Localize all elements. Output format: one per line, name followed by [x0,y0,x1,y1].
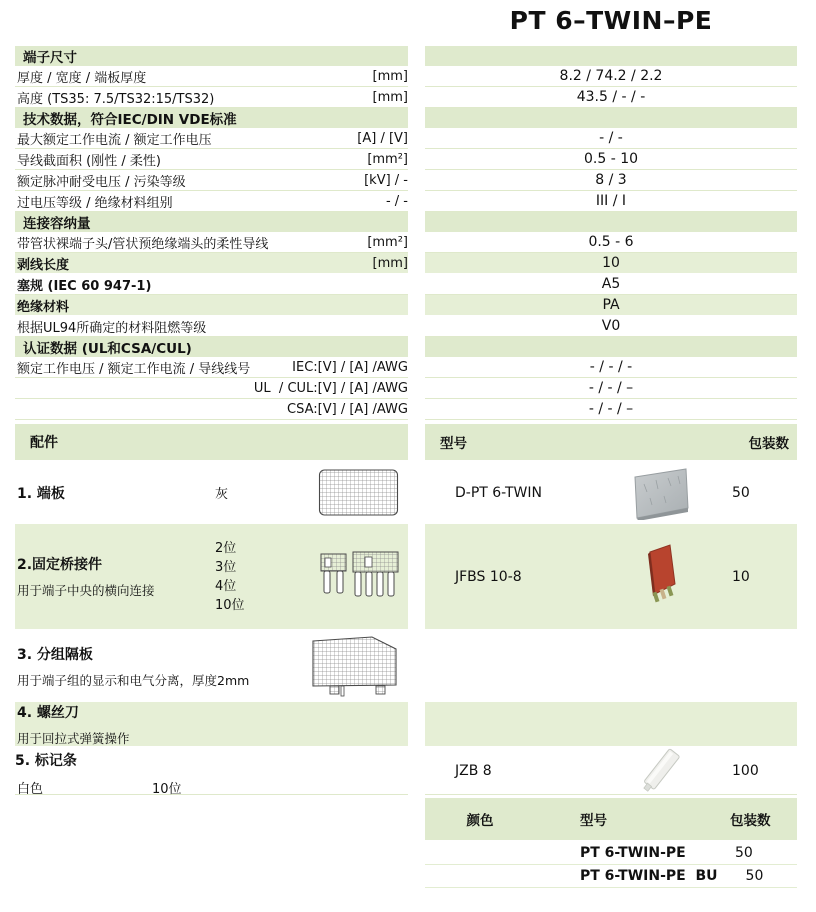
variants-left-empty [15,798,408,888]
spec-value: - / - / - [589,359,633,375]
spec-label: 额定脉冲耐受电压 / 污染等级 [17,174,186,190]
spec-value: 8 / 3 [595,172,627,188]
spec-value-cell [425,253,797,274]
spec-label-cell [15,191,408,212]
pack-column-header: 包装数 [748,436,789,452]
spec-label: 绝缘材料 [17,299,70,315]
spec-value: III / I [595,193,627,209]
accessory-row-fixed-bridge [15,524,797,629]
spec-value-cell [425,316,797,337]
spec-value: 8.2 / 74.2 / 2.2 [559,68,663,84]
spec-value: - / - / – [588,401,634,417]
spec-value-cell [425,66,797,87]
accessory-4-empty-cell [425,702,797,746]
spec-data-row [15,87,797,108]
spec-data-row [15,149,797,170]
marking-strip-photo-icon [633,746,689,796]
spec-data-row [15,316,797,337]
spec-value: V0 [601,318,621,334]
spec-table [0,46,816,420]
spec-value-cell [425,274,797,295]
spec-section-title: 端子尺寸 [15,46,408,66]
spec-label: 根据UL94所确定的材料阻燃等级 [17,320,207,336]
spec-section-value-bar [425,46,797,66]
accessory-3-empty-cell [425,633,797,699]
accessory-5-model: JZB 8 [455,763,492,779]
spec-label-cell [15,274,408,295]
bridge-size-10: 10位 [215,597,245,613]
spec-label-cell [15,357,408,378]
spec-label-cell [15,66,408,87]
spec-value: 0.5 - 6 [588,234,634,250]
variant-row [425,865,797,888]
spec-data-row [15,66,797,87]
spec-data-row [15,274,797,295]
spec-section-title: 技术数据，符合IEC/DIN VDE标准 [15,108,408,128]
spec-label: 剥线长度 [17,257,70,273]
accessory-2-title: 2.固定桥接件 [17,557,103,573]
accessory-3-description: 用于端子组的显示和电气分离，厚度2mm [17,672,250,688]
spec-label: 高度 (TS35: 7.5/TS32:15/TS32) [17,91,215,107]
color-column-header: 颜色 [466,813,494,829]
spec-unit: [kV] / - [364,172,408,188]
spec-data-row [15,295,797,316]
spec-unit: [mm²] [367,151,408,167]
spec-label-cell [15,399,408,420]
accessory-4-description: 用于回拉式弹簧操作 [17,730,130,746]
spec-unit: CSA:[V] / [A] /AWG [287,401,408,417]
page-title: PT 6–TWIN–PE [509,6,713,35]
accessory-1-pack: 50 [732,484,750,501]
spec-value-cell [425,87,797,108]
spec-value-cell [425,232,797,253]
bridge-drawing-icon [320,546,400,608]
accessory-row-screwdriver [15,702,797,746]
spec-value: PA [602,297,620,313]
accessory-5-positions: 10位 [152,782,182,797]
spec-data-row [15,128,797,149]
spec-value: - / - / – [588,380,634,396]
spec-section-row [15,212,797,232]
spec-label: 塞规 (IEC 60 947-1) [17,278,152,294]
accessories-columns-header [425,424,797,460]
spec-label-cell [15,87,408,108]
spec-label: 厚度 / 宽度 / 端板厚度 [17,70,147,86]
spec-label-cell [15,149,408,170]
accessory-4-title: 4. 螺丝刀 [17,704,79,721]
spec-unit: [mm] [372,68,408,84]
spec-value: 10 [602,255,620,271]
variant-model-column-header: 型号 [580,813,607,829]
accessory-2-description: 用于端子中央的横向连接 [17,583,155,598]
spec-value: 43.5 / - / - [576,89,646,105]
accessory-5-pack: 100 [732,763,759,779]
spec-data-row [15,399,797,420]
spec-label: 导线截面积 (刚性 / 柔性) [17,153,161,169]
variant-pack: 50 [735,845,753,861]
spec-value-cell [425,357,797,378]
accessory-5-color: 白色 [17,782,44,797]
bridge-photo-icon [640,544,682,610]
variant-pack-column-header: 包装数 [730,813,771,829]
spec-value-cell [425,399,797,420]
spec-data-row [15,253,797,274]
spec-unit: [A] / [V] [357,130,408,146]
model-column-header: 型号 [440,436,467,452]
accessory-3-title: 3. 分组隔板 [17,646,93,663]
bridge-size-2: 2位 [215,540,237,556]
variants-table [425,798,797,888]
variant-pack: 50 [745,868,764,884]
accessory-2-pack: 10 [732,568,750,585]
spec-value-cell [425,128,797,149]
spec-value-cell [425,295,797,316]
spec-section-title: 连接容纳量 [15,212,408,232]
accessory-5-title: 5. 标记条 [15,753,77,769]
accessory-1-title: 1. 端板 [17,485,65,502]
spec-value: A5 [601,276,621,292]
group-divider-drawing-icon [310,635,400,697]
spec-data-row [15,191,797,212]
spec-unit: UL / CUL:[V] / [A] /AWG [253,380,408,396]
spec-label: 最大额定工作电流 / 额定工作电压 [17,132,212,148]
spec-label: 带管状裸端子头/管状预绝缘端头的柔性导线 [17,236,269,252]
spec-value-cell [425,149,797,170]
spec-label: 过电压等级 / 绝缘材料组别 [17,195,173,211]
accessories-header-row [15,424,797,460]
accessory-row-end-plate [15,464,797,521]
title-row [0,0,816,46]
spec-section-row [15,108,797,128]
spec-label-cell [15,295,408,316]
variant-model: PT 6-TWIN-PE BU [580,868,718,884]
spec-section-value-bar [425,108,797,128]
spec-data-row [15,232,797,253]
spec-label-cell [15,316,408,337]
bridge-size-4: 4位 [215,578,237,594]
spec-unit: IEC:[V] / [A] /AWG [292,359,408,375]
accessory-row-marking-strip [15,748,797,795]
spec-unit: - / - [385,193,408,209]
spec-section-value-bar [425,212,797,232]
spec-value-cell [425,170,797,191]
spec-label-cell [15,170,408,191]
spec-label-cell [15,253,408,274]
spec-value-cell [425,378,797,399]
accessories-section-title: 配件 [15,424,408,460]
variants-row [15,798,797,888]
accessory-1-color: 灰 [215,487,229,502]
end-plate-photo-icon [630,466,692,520]
spec-label-cell [15,232,408,253]
spec-label-cell [15,378,408,399]
spec-unit: [mm] [372,255,408,271]
variant-model: PT 6-TWIN-PE [580,845,686,861]
spec-data-row [15,170,797,191]
spec-section-value-bar [425,337,797,357]
spec-section-row [15,337,797,357]
end-plate-drawing-icon [318,468,400,518]
spec-value: - / - [599,130,623,146]
accessory-row-group-divider [15,633,797,699]
variants-table-header [425,798,797,840]
spec-label: 额定工作电压 / 额定工作电流 / 导线线号 [17,361,251,377]
spec-value: 0.5 - 10 [583,151,639,167]
spec-data-row [15,357,797,378]
accessory-1-model: D-PT 6-TWIN [455,484,542,501]
spec-section-title: 认证数据 (UL和CSA/CUL) [15,337,408,357]
bridge-size-3: 3位 [215,559,237,575]
spec-value-cell [425,191,797,212]
spec-data-row [15,378,797,399]
variant-row [425,842,797,865]
spec-section-row [15,46,797,66]
spec-unit: [mm] [372,89,408,105]
accessory-2-model: JFBS 10-8 [455,568,522,585]
spec-unit: [mm²] [367,234,408,250]
spec-label-cell [15,128,408,149]
